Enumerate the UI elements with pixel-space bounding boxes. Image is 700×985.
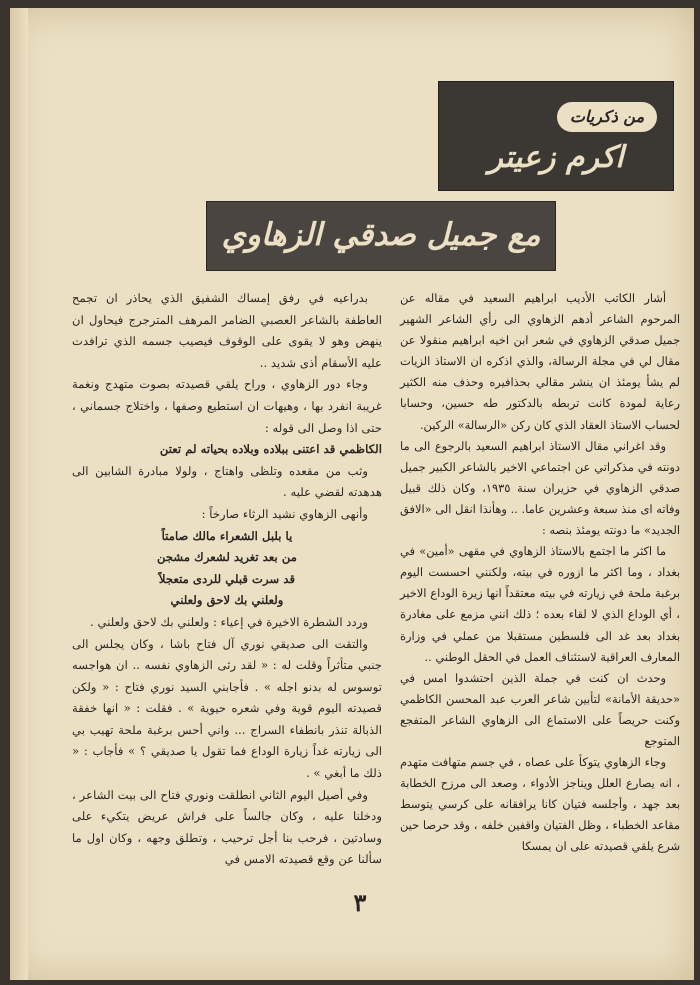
paragraph: وأنهى الزهاوي نشيد الرثاء صارخاً : <box>201 506 368 521</box>
paragraph: وفي أصيل اليوم الثاني انطلقت ونوري فتاح الى بيت الشاعر ، ودخلنا عليه ، وكان جالساً على فراش عريض يتكيء على وسادتين ، فرحب بنا أجل ترحيب ، وتطلق وجهه ، وكان اول ما سألنا عن وقع قصيدته الامس في <box>72 787 382 867</box>
page-edge <box>10 8 28 980</box>
paragraph: وحدث ان كنت في جملة الذين احتشدوا امس في «حديقة الأمانة» لتأبين شاعر العرب عبد المحسن الكاظمي وكنت حريصاً على الاستماع الى الزهاوي الشاعر المتفجع المتوجع <box>400 670 680 748</box>
paragraph: وجاء الزهاوي يتوكأ على عصاه ، في جسم متهافت متهدم ، انه يصارع العلل ويناجز الأدواء ، وصعد الى مرزح الخطابة بعد جهد ، وأجلسه فتيان كانا يرافقانه على كرسي يتوسط مقاعد الخطباء ، وظل الفتيان واقفين خلفه ، وقد حرصا حين شرع يلقي قصيدته على ان يمسكا <box>400 755 680 854</box>
paragraph: والتقت الى صديقي نوري آل فتاح باشا ، وكان يجلس الى جنبي متأثراً وقلت له : « لقد رثى الزهاوي نفسه .. ان هواجسه توسوس له بدنو اجله » . فأجابني السيد نوري فتاح : « ولكن قصيدته اليوم قوية وفي شعره حيوية » . فقلت : « انها خفقة الذبالة تنذر بانطفاء السراج ... واني أحس برغبة ملحة تهيب بي الى زيارته غداً زيارة الوداع فما تقول يا صديقي ؟ » فأجاب : « ذلك ما أبغي » . <box>72 636 382 781</box>
paragraph: وثب من مقعده وتلظى واهتاج ، ولولا مبادرة الشابين الى هدهدته لقضي عليه . <box>72 463 382 500</box>
page-number: ٣ <box>353 888 367 917</box>
quoted-verse: الكاظمي قد اعتنى ببلاده وبلاده بحياته لم تعتن <box>159 442 382 457</box>
poem-line: يا بلبل الشعراء مالك صامتاً <box>161 528 293 543</box>
article-title: مع جميل صدقي الزهاوي <box>221 217 541 253</box>
poem-line: من بعد تغريد لشعرك مشجن <box>156 550 298 565</box>
paragraph: وجاء دور الزهاوي ، وراح يلقي قصيدته بصوت متهدج ونغمة غريبة انفرد بها ، وهيهات ان استطيع وصفها ، واختلاج جسماني ، حتى اذا وصل الى قوله : <box>72 377 382 435</box>
paragraph: أشار الكاتب الأديب ابراهيم السعيد في مقاله عن المرحوم الشاعر أدهم الزهاوي الى رأي الشاعر الشهير جميل صدقي الزهاوي في شعر ابن اخيه ابراهيم منقولا عن مقال لي في مجلة الرسالة، والذي اذكره ان الاستاذ الزيات لم يشأ يومئذ ان ينشر مقالي بحذافيره وحذف منه الكثير رعاية لمودة كانت تربطه بالدكتور طه حسين، وحسابا لحساب الاستاذ العقاد الذي كان ركن «الرسالة» الركين. <box>400 291 680 432</box>
left-column <box>72 288 382 871</box>
right-column <box>400 288 680 858</box>
poem-line: ولعلني بك لاحق ولعلني <box>170 593 284 608</box>
paragraph: وردد الشطرة الاخيرة في إعياء : ولعلني بك لاحق ولعلني . <box>90 614 368 629</box>
paragraph: بدراعيه في رفق إمساك الشفيق الذي يحاذر ان تجمح العاطفة بالشاعر العصبي الضامر المرهف المترجرج فيحاول ان ينهض وهو لا يقوى على الوقوف فيصيب جسمه الذي ترافدت عليه الأسقام أذى شديد .. <box>72 291 382 370</box>
poem-line: قد سرت قبلي للردى متعجلاً <box>158 571 296 586</box>
series-header-box <box>438 81 674 191</box>
series-label: من ذكريات <box>557 102 657 132</box>
paragraph: وقد اغراني مقال الاستاذ ابراهيم السعيد بالرجوع الى ما دونته في مذكراتي عن اجتماعي الاخير بالشاعر الكبير جميل صدقي الزهاوي في حزيران سنة ١٩٣٥، وكان ذلك قبيل وفاته اى منذ سبعة وعشرين عاما. .. وهأنذا انقل الى «الافق الجديد» ما دونته يومئذ بنصه : <box>400 438 680 538</box>
article-title-box <box>206 201 556 271</box>
author-name: اكرم زعيتر <box>488 140 624 175</box>
magazine-page <box>10 8 694 980</box>
paragraph: ما اكثر ما اجتمع بالاستاذ الزهاوي في مقهى «أمين» في بغداد ، وما اكثر ما ازوره في بيته، ولكنني احسست اليوم برغبة ملحة في زيارته في بيته معتقداً انها زيرة الوداع الاخير ، أي الوداع الذي لا لقاء بعده ؛ ذلك انني مزمع على مغادرة بغداد بعد غد الى فلسطين مستقبلا من عملي في وزارة المعارف العراقية لاستئناف العمل في الحقل الوطني .. <box>400 544 680 664</box>
